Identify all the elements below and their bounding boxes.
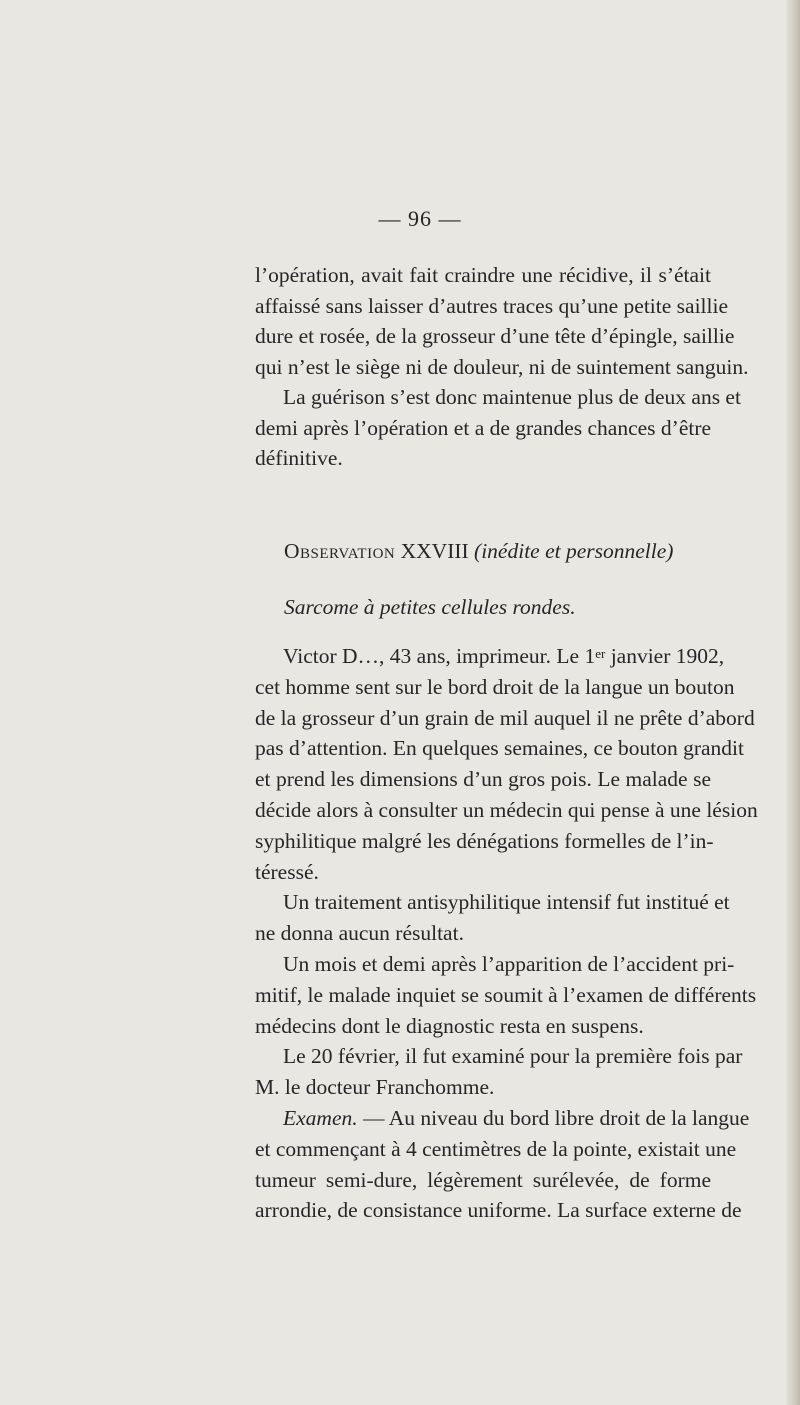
text-fragment: janvier 1902, [605,644,725,668]
observation-body [255,641,758,1226]
text-line: pas d’attention. En quelques semaines, ce bouton grandit [255,736,744,761]
observation-qualifier: (inédite et personnelle) [474,539,674,563]
text-line: M. le docteur Franchomme. [255,1075,495,1100]
text-line: qui n’est le siège ni de douleur, ni de suintement sanguin. [255,354,749,379]
examen-label: Examen. [283,1105,358,1130]
page-number: — 96 — [378,206,462,231]
text-line: dure et rosée, de la grosseur d’une tête d’épingle, saillie [255,324,735,348]
text-line: demi après l’opération et a de grandes chances d’être [255,415,712,440]
text-line: affaissé sans laisser d’autres traces qu’une petite saillie [255,293,729,318]
observation-number: XXVIII [400,539,469,563]
text-line: Un traitement antisyphilitique intensif fut institué et [283,890,730,915]
text-line: tumeur semi-dure, légèrement surélevée, de forme [255,1167,711,1192]
text-line: Le 20 février, il fut examiné pour la première fois par [283,1044,743,1069]
text-line: de la grosseur d’un grain de mil auquel il ne prête d’abord [255,705,755,730]
observation-label: Observation [284,539,396,563]
text-line: téressé. [255,859,319,884]
text-line: Un mois et demi après l’apparition de l’accident pri- [283,951,735,976]
superscript: er [595,646,606,661]
text-line: mitif, le malade inquiet se soumit à l’examen de différents [255,982,757,1007]
text-line [255,641,725,672]
text-line: et prend les dimensions d’un gros pois. Le malade se [255,767,711,792]
text-line [255,1103,750,1134]
text-line: ne donna aucun résultat. [255,921,464,946]
text-line: arrondie, de consistance uniforme. La surface externe de [255,1198,742,1223]
text-line: La guérison s’est donc maintenue plus de deux ans et [283,385,741,409]
text-line: cet homme sent sur le bord droit de la langue un bouton [255,674,735,699]
text-line: définitive. [255,446,343,470]
observation-subtitle: Sarcome à petites cellules rondes. [284,595,576,619]
text-line: médecins dont le diagnostic resta en suspens. [255,1013,644,1038]
observation-heading [284,539,714,564]
continued-paragraph [255,260,749,474]
text-fragment: — Au niveau du bord libre droit de la langue [357,1105,750,1130]
text-line: syphilitique malgré les dénégations formelles de l’in- [255,828,714,853]
text-line: l’opération, avait fait craindre une récidive, il s’était [255,263,711,287]
text-fragment: Victor D…, 43 ans, imprimeur. Le 1 [283,644,596,668]
text-line: décide alors à consulter un médecin qui pense à une lésion [255,797,758,822]
text-line: et commençant à 4 centimètres de la pointe, existait une [255,1136,737,1161]
